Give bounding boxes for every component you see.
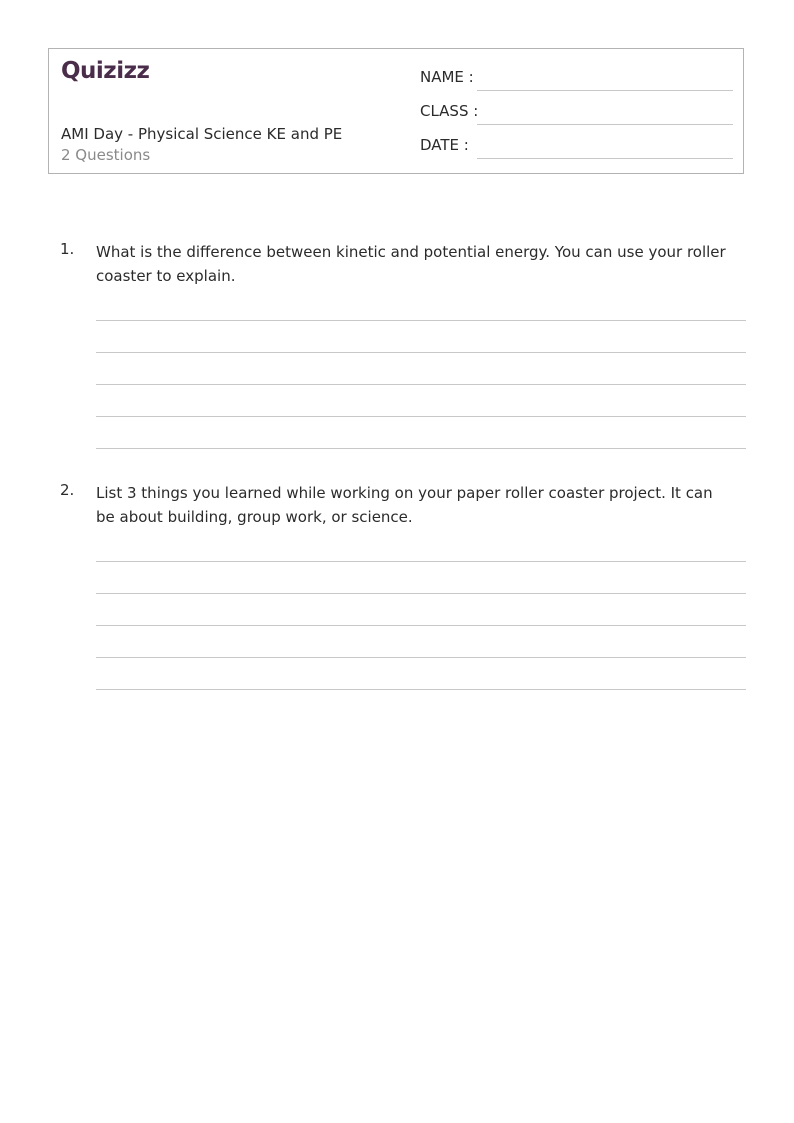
- question-number: 2.: [60, 481, 75, 499]
- question-number: 1.: [60, 240, 75, 258]
- worksheet-title: AMI Day - Physical Science KE and PE: [61, 125, 343, 143]
- date-field[interactable]: [420, 136, 733, 160]
- question-text: List 3 things you learned while working on your paper roller coaster project. It can be about building, group work, or science.: [96, 484, 713, 526]
- date-line[interactable]: [477, 158, 733, 159]
- date-label: DATE :: [420, 136, 469, 154]
- answer-line[interactable]: [96, 352, 746, 353]
- answer-line[interactable]: [96, 561, 746, 562]
- quizizz-logo: Quizizz: [61, 58, 150, 84]
- worksheet-header: [48, 48, 744, 174]
- answer-line[interactable]: [96, 416, 746, 417]
- answer-line[interactable]: [96, 593, 746, 594]
- question-text: What is the difference between kinetic and potential energy. You can use your roller coaster to explain.: [96, 243, 726, 285]
- name-label: NAME :: [420, 68, 474, 86]
- question-count: 2 Questions: [61, 146, 151, 164]
- class-label: CLASS :: [420, 102, 479, 120]
- class-field[interactable]: [420, 102, 733, 126]
- answer-line[interactable]: [96, 657, 746, 658]
- name-line[interactable]: [477, 90, 733, 91]
- answer-line[interactable]: [96, 448, 746, 449]
- answer-line[interactable]: [96, 625, 746, 626]
- answer-line[interactable]: [96, 384, 746, 385]
- class-line[interactable]: [477, 124, 733, 125]
- answer-line[interactable]: [96, 320, 746, 321]
- name-field[interactable]: [420, 68, 733, 92]
- answer-line[interactable]: [96, 689, 746, 690]
